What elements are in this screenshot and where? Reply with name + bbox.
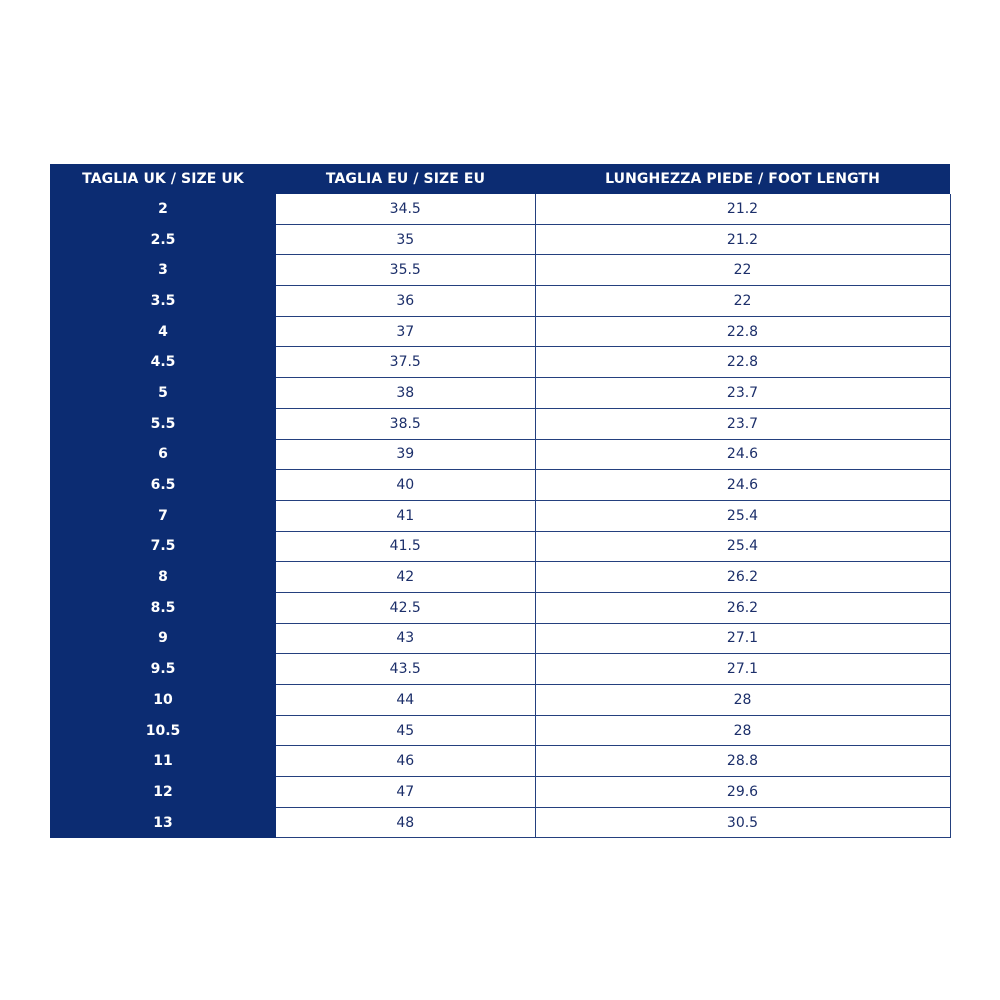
table-row	[50, 500, 950, 531]
table-row	[50, 562, 950, 593]
foot-length-cell: 28.8	[535, 746, 950, 777]
foot-length-cell: 28	[535, 715, 950, 746]
size-eu-cell: 36	[276, 286, 535, 317]
header-size-uk: TAGLIA UK / SIZE UK	[50, 164, 276, 194]
table-row	[50, 623, 950, 654]
table-row	[50, 715, 950, 746]
size-eu-cell: 42.5	[276, 592, 535, 623]
size-uk-cell: 11	[50, 746, 276, 777]
table-row	[50, 777, 950, 808]
table-row	[50, 286, 950, 317]
size-eu-cell: 34.5	[276, 194, 535, 224]
table-row	[50, 255, 950, 286]
table-row	[50, 654, 950, 685]
foot-length-cell: 23.7	[535, 378, 950, 409]
table-row	[50, 531, 950, 562]
table-row	[50, 592, 950, 623]
table-row	[50, 408, 950, 439]
table-row	[50, 194, 950, 224]
size-uk-cell: 4.5	[50, 347, 276, 378]
size-uk-cell: 6.5	[50, 470, 276, 501]
size-uk-cell: 10.5	[50, 715, 276, 746]
table-row	[50, 807, 950, 838]
size-eu-cell: 41.5	[276, 531, 535, 562]
size-uk-cell: 8	[50, 562, 276, 593]
size-uk-cell: 9	[50, 623, 276, 654]
size-uk-cell: 4	[50, 316, 276, 347]
size-eu-cell: 45	[276, 715, 535, 746]
size-eu-cell: 48	[276, 807, 535, 838]
table-row	[50, 685, 950, 716]
table-row	[50, 470, 950, 501]
foot-length-cell: 26.2	[535, 592, 950, 623]
size-uk-cell: 5.5	[50, 408, 276, 439]
size-eu-cell: 46	[276, 746, 535, 777]
size-chart-table	[50, 164, 951, 838]
table-row	[50, 316, 950, 347]
size-uk-cell: 10	[50, 685, 276, 716]
size-eu-cell: 37	[276, 316, 535, 347]
foot-length-cell: 22	[535, 255, 950, 286]
foot-length-cell: 25.4	[535, 531, 950, 562]
header-size-eu: TAGLIA EU / SIZE EU	[276, 164, 535, 194]
foot-length-cell: 27.1	[535, 654, 950, 685]
size-uk-cell: 2.5	[50, 224, 276, 255]
table-row	[50, 347, 950, 378]
size-uk-cell: 3	[50, 255, 276, 286]
size-uk-cell: 7	[50, 500, 276, 531]
size-chart-header	[50, 164, 950, 194]
size-eu-cell: 35	[276, 224, 535, 255]
foot-length-cell: 27.1	[535, 623, 950, 654]
size-uk-cell: 6	[50, 439, 276, 470]
size-uk-cell: 2	[50, 194, 276, 224]
size-uk-cell: 5	[50, 378, 276, 409]
table-row	[50, 439, 950, 470]
foot-length-cell: 21.2	[535, 224, 950, 255]
table-row	[50, 378, 950, 409]
size-eu-cell: 43.5	[276, 654, 535, 685]
header-foot-length: LUNGHEZZA PIEDE / FOOT LENGTH	[535, 164, 950, 194]
foot-length-cell: 24.6	[535, 470, 950, 501]
foot-length-cell: 29.6	[535, 777, 950, 808]
size-eu-cell: 37.5	[276, 347, 535, 378]
foot-length-cell: 22	[535, 286, 950, 317]
size-uk-cell: 12	[50, 777, 276, 808]
foot-length-cell: 22.8	[535, 316, 950, 347]
table-row	[50, 224, 950, 255]
size-eu-cell: 44	[276, 685, 535, 716]
foot-length-cell: 25.4	[535, 500, 950, 531]
size-eu-cell: 41	[276, 500, 535, 531]
foot-length-cell: 23.7	[535, 408, 950, 439]
size-eu-cell: 43	[276, 623, 535, 654]
size-uk-cell: 7.5	[50, 531, 276, 562]
size-chart-body	[50, 194, 950, 838]
size-eu-cell: 39	[276, 439, 535, 470]
foot-length-cell: 22.8	[535, 347, 950, 378]
size-uk-cell: 13	[50, 807, 276, 838]
size-eu-cell: 42	[276, 562, 535, 593]
size-eu-cell: 38	[276, 378, 535, 409]
header-row	[50, 164, 950, 194]
size-eu-cell: 38.5	[276, 408, 535, 439]
size-uk-cell: 9.5	[50, 654, 276, 685]
foot-length-cell: 30.5	[535, 807, 950, 838]
size-uk-cell: 8.5	[50, 592, 276, 623]
size-eu-cell: 40	[276, 470, 535, 501]
table-row	[50, 746, 950, 777]
foot-length-cell: 21.2	[535, 194, 950, 224]
size-uk-cell: 3.5	[50, 286, 276, 317]
foot-length-cell: 28	[535, 685, 950, 716]
size-eu-cell: 35.5	[276, 255, 535, 286]
size-eu-cell: 47	[276, 777, 535, 808]
foot-length-cell: 24.6	[535, 439, 950, 470]
foot-length-cell: 26.2	[535, 562, 950, 593]
